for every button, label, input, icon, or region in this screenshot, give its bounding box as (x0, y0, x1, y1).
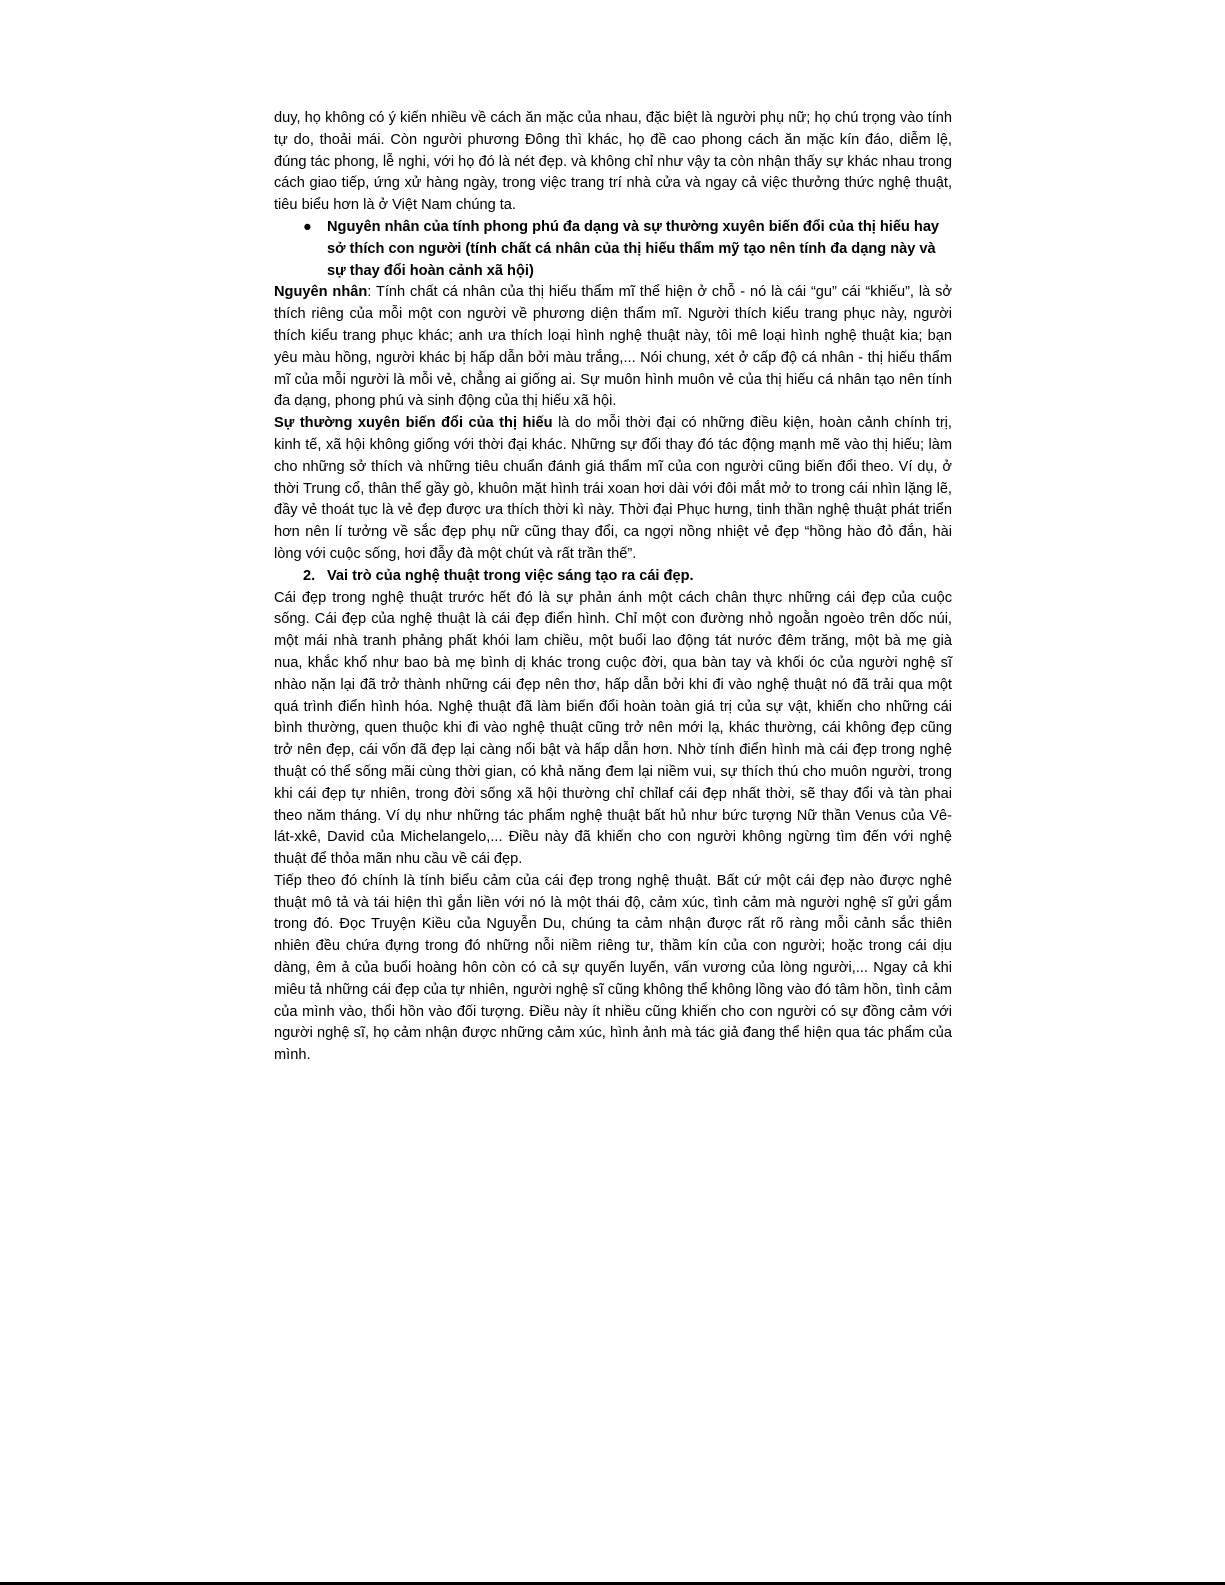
change-lead: Sự thường xuyên biến đổi của thị hiếu (274, 415, 553, 432)
cause-text: : Tính chất cá nhân của thị hiếu thẩm mĩ thể hiện ở chỗ - nó là cái “gu” cái “khiếu”, là sở thích riêng của mỗi một con người về phương diện thẩm mĩ. Người thích kiểu trang phục này, người thích kiểu trang phục khác; anh ưa thích loại hình nghệ thuật này, tôi mê loại hình nghệ thuật kia; bạn yêu màu hồng, người khác bị hấp dẫn bởi màu trắng,... Nói chung, xét ở cấp độ cá nhân - thị hiếu thẩm mĩ của mỗi người là mỗi vẻ, chẳng ai giống ai. Sự muôn hình muôn vẻ của thị hiếu cá nhân tạo nên tính đa dạng, phong phú và sinh động của thị hiếu xã hội. (274, 284, 952, 410)
bullet-heading (274, 217, 952, 282)
section-number: 2. (303, 567, 316, 584)
section-title: Vai trò của nghệ thuật trong việc sáng tạo ra cái đẹp. (327, 567, 694, 584)
change-paragraph (274, 413, 952, 566)
document-page (274, 108, 952, 1067)
art-paragraph: Cái đẹp trong nghệ thuật trước hết đó là sự phản ánh một cách chân thực những cái đẹp của cuộc sống. Cái đẹp của nghệ thuật là cái đẹp điển hình. Chỉ một con đường nhỏ ngoằn ngoèo trên dốc núi, một mái nhà tranh phảng phất khói lam chiều, một buổi lao động tát nước đêm trăng, một bà mẹ già nua, khắc khổ như bao bà mẹ bình dị khác trong cuộc đời, qua bàn tay và khối óc của người nghệ sĩ nhào nặn lại đã trở thành những cái đẹp nên thơ, hấp dẫn bởi khi đi vào nghệ thuật nó đã trải qua một quá trình điển hình hóa. Nghệ thuật đã làm biến đổi hoàn toàn giá trị của sự vật, khiến cho những cái bình thường, quen thuộc khi đi vào nghệ thuật cũng trở nên mới lạ, khác thường, cái không đẹp cũng trở nên đẹp, cái vốn đã đẹp lại càng nổi bật và hấp dẫn hơn. Nhờ tính điển hình mà cái đẹp trong nghệ thuật có thể sống mãi cùng thời gian, có khả năng đem lại niềm vui, sự thích thú cho muôn người, trong khi cái đẹp tự nhiên, trong đời sống xã hội thường chỉ chỉlaf cái đẹp nhất thời, sẽ thay đổi và tàn phai theo năm tháng. Ví dụ như những tác phẩm nghệ thuật bất hủ như bức tượng Nữ thần Venus của Vê-lát-xkê, David của Michelangelo,... Điều này đã khiến cho con người không ngừng tìm đến với nghệ thuật để thỏa mãn nhu cầu về cái đẹp. (274, 589, 952, 868)
cause-lead: Nguyên nhân (274, 284, 368, 301)
section-2-heading (274, 566, 952, 588)
bullet-heading-text: Nguyên nhân của tính phong phú đa dạng và sự thường xuyên biến đổi của thị hiếu hay sở thích con người (tính chất cá nhân của thị hiếu thẩm mỹ tạo nên tính đa dạng này và sự thay đổi hoàn cảnh xã hội) (327, 218, 940, 279)
cause-paragraph (274, 282, 952, 413)
change-text: là do mỗi thời đại có những điều kiện, hoàn cảnh chính trị, kinh tế, xã hội không giống với thời đại khác. Những sự đổi thay đó tác động mạnh mẽ vào thị hiếu; làm cho những sở thích và những tiêu chuẩn đánh giá thẩm mĩ của con người cũng biến đổi theo. Ví dụ, ở thời Trung cổ, thân thể gầy gò, khuôn mặt hình trái xoan hơi dài với đôi mắt mở to trong cái nhìn lặng lẽ, đầy vẻ thoát tục là vẻ đẹp được ưa thích thời kì này. Thời đại Phục hưng, tinh thần nghệ thuật phát triển hơn nên lí tưởng về sắc đẹp phụ nữ cũng thay đổi, ca ngợi nồng nhiệt vẻ đẹp “hồng hào đỏ đắn, hài lòng với cuộc sống, hơi đẫy đà một chút và rất trần thế”. (274, 415, 952, 562)
bullet-marker: ● (303, 218, 312, 235)
intro-paragraph: duy, họ không có ý kiến nhiều về cách ăn mặc của nhau, đặc biệt là người phụ nữ; họ chú trọng vào tính tự do, thoải mái. Còn người phương Đông thì khác, họ đề cao phong cách ăn mặc kín đáo, diễm lệ, đúng tác phong, lễ nghi, với họ đó là nét đẹp. và không chỉ như vậy ta còn nhận thấy sự khác nhau trong cách giao tiếp, ứng xử hàng ngày, trong việc trang trí nhà cửa và ngay cả việc thưởng thức nghệ thuật, tiêu biểu hơn là ở Việt Nam chúng ta. (274, 110, 952, 214)
expression-paragraph: Tiếp theo đó chính là tính biểu cảm của cái đẹp trong nghệ thuật. Bất cứ một cái đẹp nào được nghê thuật mô tả và tái hiện thì gắn liền với nó là một thái độ, cảm xúc, tình cảm mà người nghệ sĩ gửi gắm trong đó. Đọc Truyện Kiều của Nguyễn Du, chúng ta cảm nhận được rất rõ ràng mỗi cảnh sắc thiên nhiên đều chứa đựng trong đó những nỗi niềm riêng tư, thầm kín của con người; hoặc trong cái dịu dàng, êm ả của buổi hoàng hôn còn có cả sự quyến luyến, vấn vương của lòng người,... Ngay cả khi miêu tả những cái đẹp của tự nhiên, người nghệ sĩ cũng không thể không lồng vào đó tâm hồn, tình cảm của mình vào, thổi hồn vào đối tượng. Điều này ít nhiều cũng khiến cho con người có sự đồng cảm với người nghệ sĩ, họ cảm nhận được những cảm xúc, hình ảnh mà tác giả đang thể hiện qua tác phẩm của mình. (274, 872, 952, 1064)
